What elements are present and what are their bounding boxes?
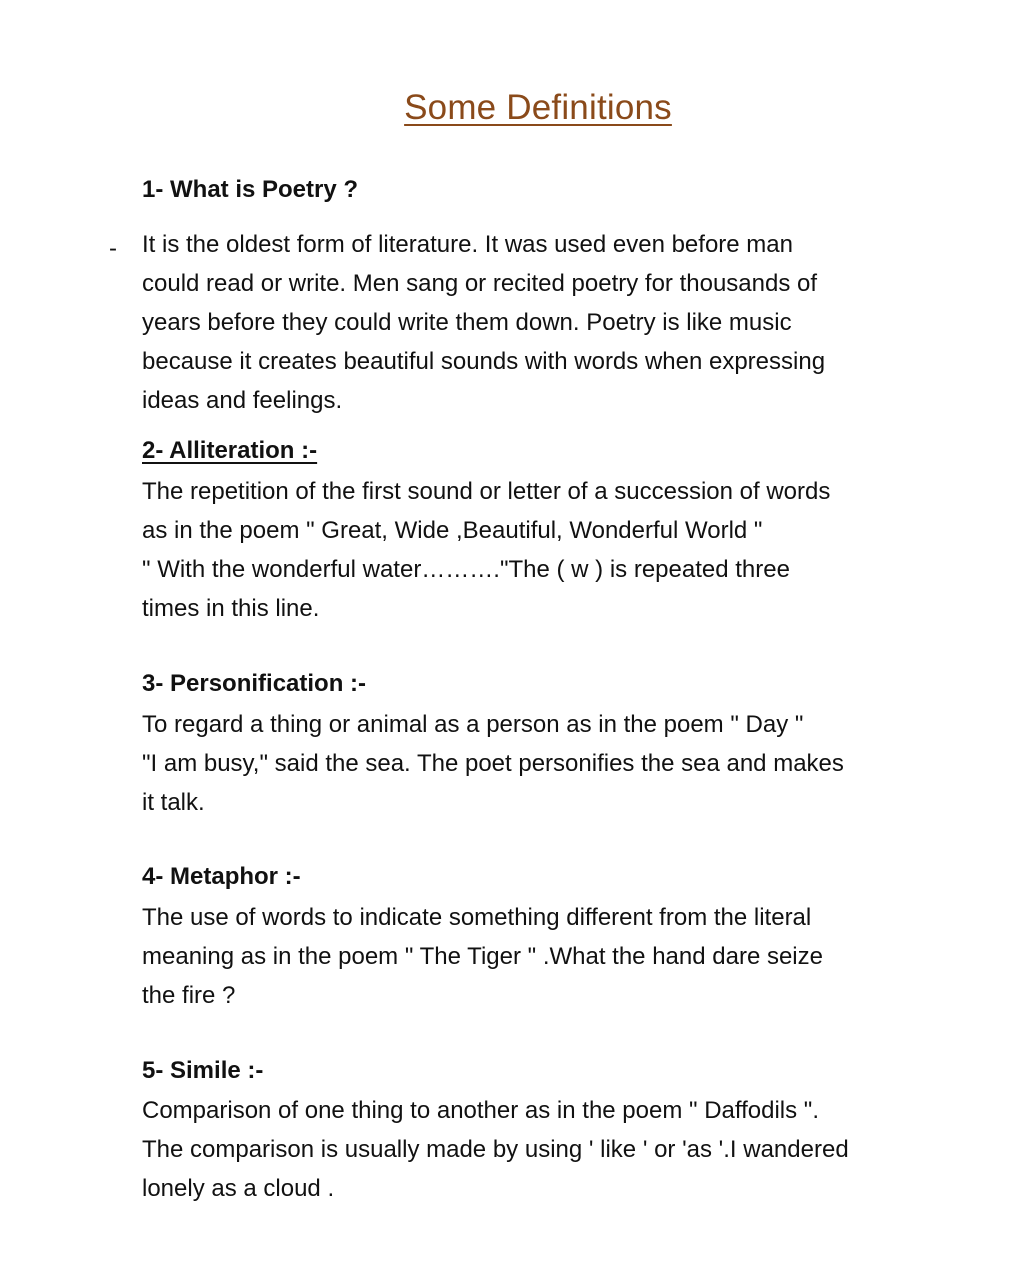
section-heading-alliteration: 2- Alliteration :- [142,437,318,464]
section-body-metaphor [142,898,942,1015]
body-line: It is the oldest form of literature. It was used even before man [142,231,793,258]
section-heading-poetry: 1- What is Poetry ? [142,176,359,203]
body-line: ideas and feelings. [142,387,343,414]
body-line: lonely as a cloud . [142,1175,335,1202]
section-body-alliteration [142,472,942,628]
section-body-poetry [142,225,942,420]
body-line: Comparison of one thing to another as in the poem " Daffodils ". [142,1097,819,1124]
body-line: " With the wonderful water………."The ( w ) is repeated three [142,556,790,583]
section-heading-personification: 3- Personification :- [142,670,367,697]
section-body-personification [142,705,942,822]
body-line: meaning as in the poem " The Tiger " .What the hand dare seize [142,943,823,970]
body-line: The use of words to indicate something different from the literal [142,904,812,931]
body-line: could read or write. Men sang or recited poetry for thousands of [142,270,818,297]
page-title: Some Definitions [404,88,672,127]
bullet-dash: - [109,235,117,262]
body-line: times in this line. [142,595,320,622]
body-line: To regard a thing or animal as a person as in the poem " Day " [142,711,804,738]
body-line: The comparison is usually made by using ' like ' or 'as '.I wandered [142,1136,849,1163]
section-body-simile [142,1091,942,1208]
body-line: as in the poem " Great, Wide ,Beautiful, Wonderful World " [142,517,763,544]
section-heading-simile: 5- Simile :- [142,1057,264,1084]
body-line: The repetition of the first sound or letter of a succession of words [142,478,831,505]
body-line: years before they could write them down. Poetry is like music [142,309,792,336]
body-line: it talk. [142,789,205,816]
body-line: the fire ? [142,982,236,1009]
section-heading-metaphor: 4- Metaphor :- [142,863,301,890]
body-line: "I am busy," said the sea. The poet personifies the sea and makes [142,750,844,777]
body-line: because it creates beautiful sounds with words when expressing [142,348,826,375]
